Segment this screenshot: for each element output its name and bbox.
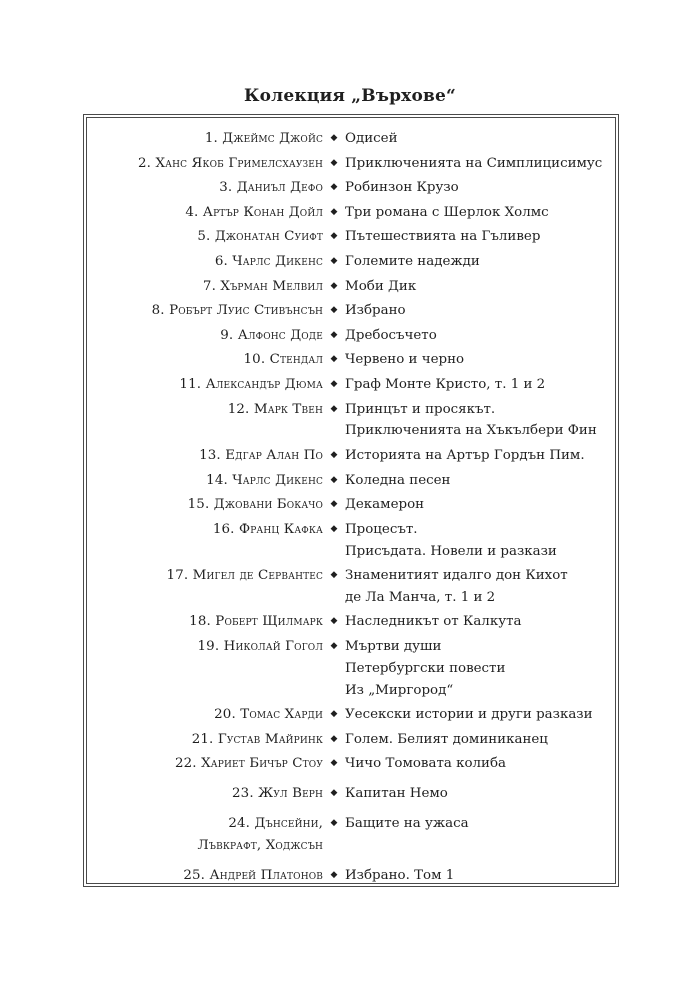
list-item [87,611,615,633]
book-title: Мъртви души [345,639,442,655]
author-name: 10. Стендал [243,352,323,368]
book-titles [345,349,615,371]
author-name: 18. Роберт Щилмарк [189,614,323,630]
book-title: Из „Миргород“ [345,682,454,698]
book-titles [345,704,615,726]
book-titles [345,753,615,775]
list-item [87,519,615,563]
book-titles [345,565,615,609]
diamond-bullet-icon: ◆ [330,758,338,769]
list-item [87,128,615,150]
book-title: Голем. Белият доминиканец [345,731,548,747]
author-name: 14. Чарлс Дикенс [206,472,323,488]
book-title: Уесекски истории и други разкази [345,707,593,723]
diamond-bullet-icon: ◆ [330,733,338,744]
book-title: Дребосъчето [345,327,437,343]
book-title: Пътешествията на Гъливер [345,229,541,245]
author-name: 4. Артър Конан Дойл [185,204,323,220]
book-titles [345,202,615,224]
book-titles [345,470,615,492]
book-title: Историята на Артър Гордън Пим. [345,447,585,463]
diamond-bullet-icon: ◆ [330,818,338,829]
collection-frame [86,117,616,884]
book-title: Петербургски повести [345,660,506,676]
book-title: Декамерон [345,497,425,513]
book-titles [345,494,615,516]
book-titles [345,325,615,347]
author-name: 11. Александър Дюма [179,376,323,392]
book-titles [345,865,615,887]
book-title: Одисей [345,131,398,146]
diamond-bullet-icon: ◆ [330,305,338,316]
book-title: Процесът. [345,521,418,537]
book-title: Принцът и просякът. [345,401,496,417]
book-title: Червено и черно [345,352,465,368]
diamond-bullet-icon: ◆ [330,280,338,291]
list-item [87,565,615,609]
book-title: Робинзон Крузо [345,180,459,196]
author-name: 8. Робърт Луис Стивънсън [151,303,323,319]
book-title: де Ла Манча, т. 1 и 2 [345,589,496,605]
author-name: 12. Марк Твен [227,401,323,417]
author-name: 5. Джонатан Суифт [197,229,323,245]
book-title: Присъдата. Новели и разкази [345,543,557,559]
list-item [87,399,615,443]
book-titles [345,783,615,805]
diamond-bullet-icon: ◆ [330,499,338,510]
book-title: Наследникът от Калкута [345,614,522,630]
diamond-bullet-icon: ◆ [330,709,338,720]
book-title: Коледна песен [345,472,451,488]
book-titles [345,153,615,175]
book-title: Големите надежди [345,253,480,269]
book-titles [345,445,615,467]
book-title: Избрано. Том 1 [345,867,455,883]
list-item [87,636,615,701]
collection-list [87,128,615,889]
book-titles [345,374,615,396]
book-titles [345,729,615,751]
list-item [87,783,615,805]
diamond-bullet-icon: ◆ [330,255,338,266]
page-title: Колекция „Върхове“ [243,86,457,106]
book-titles [345,611,615,633]
list-item [87,276,615,298]
diamond-bullet-icon: ◆ [330,449,338,460]
author-name: 1. Джеймс Джойс [204,131,323,146]
diamond-bullet-icon: ◆ [330,354,338,365]
diamond-bullet-icon: ◆ [330,133,338,143]
book-title: Избрано [345,303,406,319]
diamond-bullet-icon: ◆ [330,641,338,652]
book-titles [345,128,615,150]
book-titles [345,300,615,322]
author-name: 23. Жул Верн [232,786,323,802]
author-name: 6. Чарлс Дикенс [214,253,323,269]
list-item [87,470,615,492]
author-name: 19. Николай Гогол [197,639,323,655]
author-name: 7. Хърман Мелвил [202,278,323,294]
book-title: Знаменитият идалго дон Кихот [345,568,568,584]
diamond-bullet-icon: ◆ [330,231,338,242]
diamond-bullet-icon: ◆ [330,570,338,581]
list-item [87,374,615,396]
diamond-bullet-icon: ◆ [330,206,338,217]
author-name: 13. Едгар Алан По [199,447,323,463]
author-name: 24. Дънсейни, Лъвкрафт, Ходжсън [197,816,323,853]
book-titles [345,276,615,298]
list-item [87,494,615,516]
book-titles [345,813,615,835]
book-titles [345,636,615,701]
book-titles [345,399,615,443]
book-title: Приключенията на Симплицисимус [345,155,603,171]
diamond-bullet-icon: ◆ [330,869,338,880]
book-titles [345,251,615,273]
list-item [87,813,615,857]
list-item [87,349,615,371]
book-title: Граф Монте Кристо, т. 1 и 2 [345,376,546,392]
book-title: Три романа с Шерлок Холмс [345,204,549,220]
list-item [87,753,615,775]
diamond-bullet-icon: ◆ [330,157,338,168]
author-name: 25. Андрей Платонов [183,867,323,883]
list-item [87,704,615,726]
book-title: Чичо Томовата колиба [345,756,506,772]
diamond-bullet-icon: ◆ [330,329,338,340]
author-name: 2. Ханс Якоб Гримелсхаузен [137,155,323,171]
author-name: 21. Густав Майринк [191,731,323,747]
list-item [87,325,615,347]
diamond-bullet-icon: ◆ [330,788,338,799]
book-title: Бащите на ужаса [345,816,469,832]
author-name: 15. Джовани Бокачо [187,497,323,513]
author-name: 3. Даниъл Дефо [219,180,323,196]
book-title: Моби Дик [345,278,417,294]
diamond-bullet-icon: ◆ [330,474,338,485]
book-titles [345,519,615,563]
list-item [87,300,615,322]
author-name: 17. Мигел де Сервантес [166,568,323,584]
diamond-bullet-icon: ◆ [330,378,338,389]
author-name: 16. Франц Кафка [212,521,323,537]
book-titles [345,226,615,248]
diamond-bullet-icon: ◆ [330,182,338,193]
list-item [87,177,615,199]
list-item [87,153,615,175]
author-name: 20. Томас Харди [214,707,323,723]
diamond-bullet-icon: ◆ [330,403,338,414]
list-item [87,445,615,467]
book-title: Приключенията на Хъкълбери Фин [345,423,597,439]
list-item [87,202,615,224]
author-name: 22. Хариет Бичър Стоу [174,756,323,772]
list-item [87,865,615,887]
list-item [87,251,615,273]
list-item [87,226,615,248]
diamond-bullet-icon: ◆ [330,616,338,627]
book-title: Капитан Немо [345,786,448,802]
author-name: 9. Алфонс Доде [220,327,323,343]
list-item [87,729,615,751]
diamond-bullet-icon: ◆ [330,523,338,534]
book-titles [345,177,615,199]
